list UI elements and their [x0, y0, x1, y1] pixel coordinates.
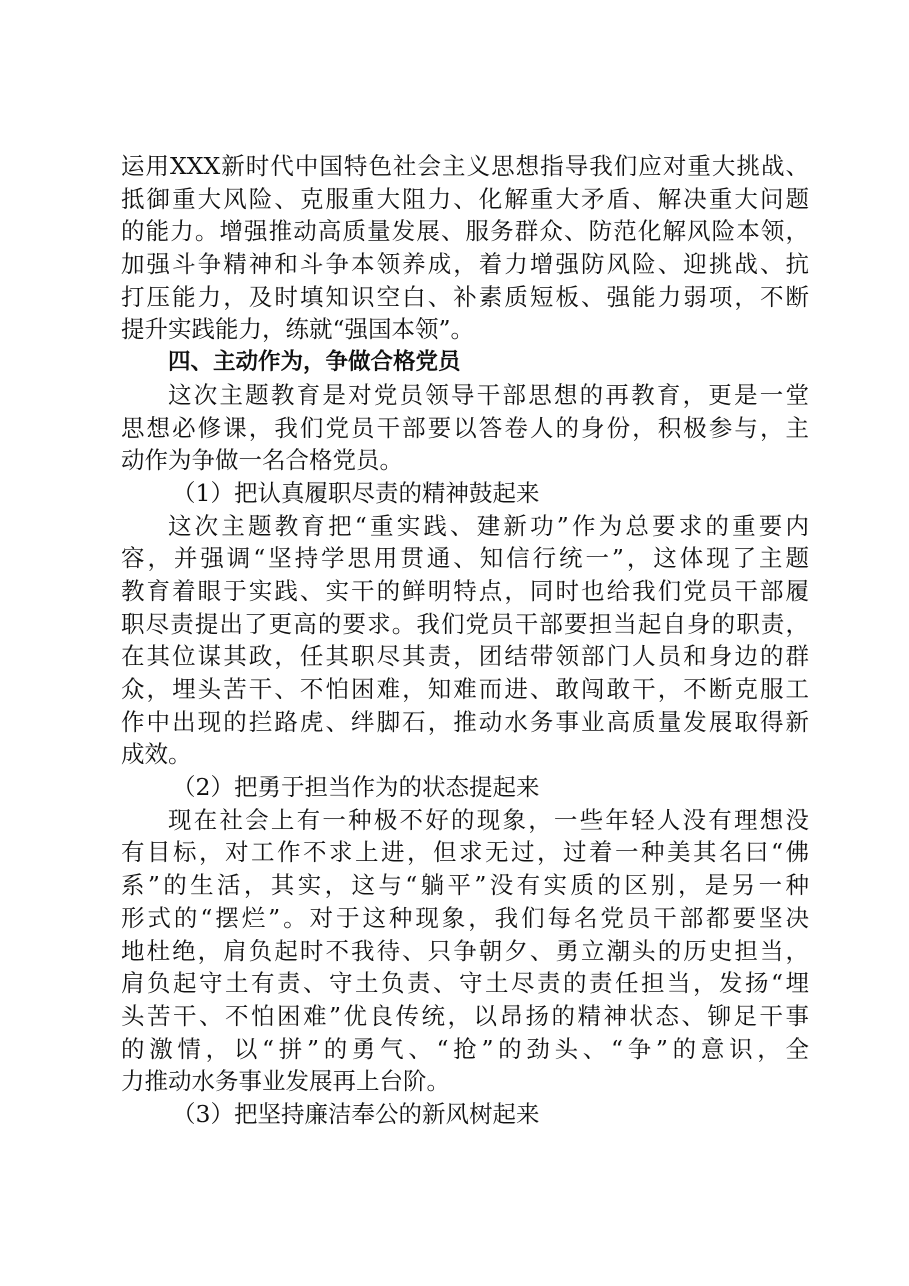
body-text-line: 系”的生活，其实，这与“躺平”没有实质的区别，是另一种	[121, 871, 809, 900]
body-text-line: 成效。	[121, 740, 192, 769]
body-text-line: 打压能力，及时填知识空白、补素质短板、强能力弱项，不断	[121, 282, 809, 311]
body-text-line: 有目标，对工作不求上进，但求无过，过着一种美其名曰“佛	[121, 838, 809, 867]
body-text-line: 在其位谋其政，任其职尽其责，团结带领部门人员和身边的群	[121, 642, 809, 671]
body-text-line: 的能力。增强推动高质量发展、服务群众、防范化解风险本领，	[121, 217, 809, 246]
subsection-heading: （2）把勇于担当作为的状态提起来	[172, 773, 540, 802]
body-text-line: 抵御重大风险、克服重大阻力、化解重大矛盾、解决重大问题	[121, 184, 809, 213]
body-text-line: 运用XXX新时代中国特色社会主义思想指导我们应对重大挑战、	[121, 152, 809, 180]
body-text-line: 作中出现的拦路虎、绊脚石，推动水务事业高质量发展取得新	[121, 707, 809, 736]
body-text-line: 思想必修课，我们党员干部要以答卷人的身份，积极参与，主	[121, 413, 809, 442]
body-text-line: 的激情，以“拼”的勇气、“抢”的劲头、“争”的意识，全	[121, 1034, 809, 1063]
paragraph-first-line: 这次主题教育是对党员领导干部思想的再教育，更是一堂	[168, 380, 809, 409]
section-heading: 四、主动作为，争做合格党员	[168, 349, 461, 376]
body-text-line: 众，埋头苦干、不怕困难，知难而进、敢闯敢干，不断克服工	[121, 675, 809, 703]
document-body	[121, 150, 809, 1131]
body-text-line: 地杜绝，肩负起时不我待、只争朝夕、勇立潮头的历史担当，	[121, 936, 809, 965]
subsection-heading: （3）把坚持廉洁奉公的新风树起来	[172, 1099, 540, 1128]
body-text-line: 加强斗争精神和斗争本领养成，着力增强防风险、迎挑战、抗	[121, 250, 809, 279]
body-text-line: 力推动水务事业发展再上台阶。	[121, 1067, 450, 1096]
body-text-line: 提升实践能力，练就“强国本领”。	[121, 315, 475, 344]
subsection-heading: （1）把认真履职尽责的精神鼓起来	[172, 478, 540, 507]
body-text-line: 肩负起守土有责、守土负责、守土尽责的责任担当，发扬“埋	[121, 969, 809, 998]
paragraph-first-line: 现在社会上有一种极不好的现象，一些年轻人没有理想没	[168, 805, 809, 834]
body-text-line: 头苦干、不怕困难”优良传统，以昂扬的精神状态、铆足干事	[121, 1001, 809, 1030]
body-text-line: 容，并强调“坚持学思用贯通、知信行统一”，这体现了主题	[121, 544, 809, 573]
body-text-line: 动作为争做一名合格党员。	[121, 446, 403, 475]
body-text-line: 形式的“摆烂”。对于这种现象，我们每名党员干部都要坚决	[121, 903, 809, 932]
paragraph-first-line: 这次主题教育把“重实践、建新功”作为总要求的重要内	[168, 511, 809, 540]
body-text-line: 职尽责提出了更高的要求。我们党员干部要担当起自身的职责，	[121, 609, 809, 638]
body-text-line: 教育着眼于实践、实干的鲜明特点，同时也给我们党员干部履	[121, 576, 809, 605]
